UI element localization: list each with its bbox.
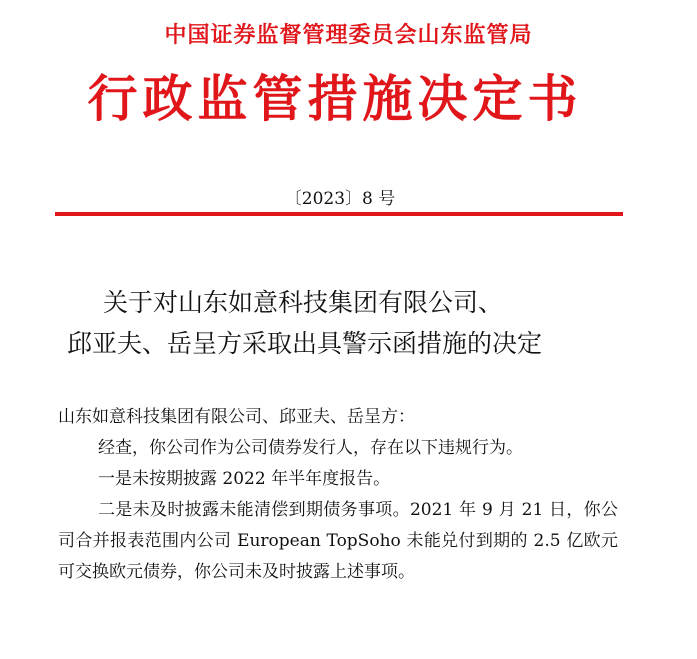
paragraph-second-violation: 二是未及时披露未能清偿到期债务事项。2021 年 9 月 21 日，你公司合并报表范围内公司 European TopSoho 未能兑付到期的 2.5 亿欧元可交换欧元债券，你公司未及时披露上述事项。	[58, 500, 618, 582]
addressee-line: 山东如意科技集团有限公司、邱亚夫、岳呈方：	[58, 407, 415, 427]
decision-title-line-2: 邱亚夫、岳呈方采取出具警示函措施的决定	[67, 329, 543, 358]
issuing-authority: 中国证券监督管理委员会山东监管局	[164, 22, 533, 48]
document-type-title: 行政监管措施决定书	[87, 69, 583, 128]
decision-title	[40, 282, 640, 364]
paragraph-first-violation: 一是未按期披露 2022 年半年度报告。	[98, 469, 391, 489]
document-number: 〔2023〕8 号	[284, 189, 396, 209]
paragraph-intro: 经查，你公司作为公司债券发行人，存在以下违规行为。	[98, 438, 523, 458]
document-body	[58, 402, 618, 588]
red-divider-line	[55, 212, 623, 216]
decision-title-line-1: 关于对山东如意科技集团有限公司、	[103, 288, 504, 317]
